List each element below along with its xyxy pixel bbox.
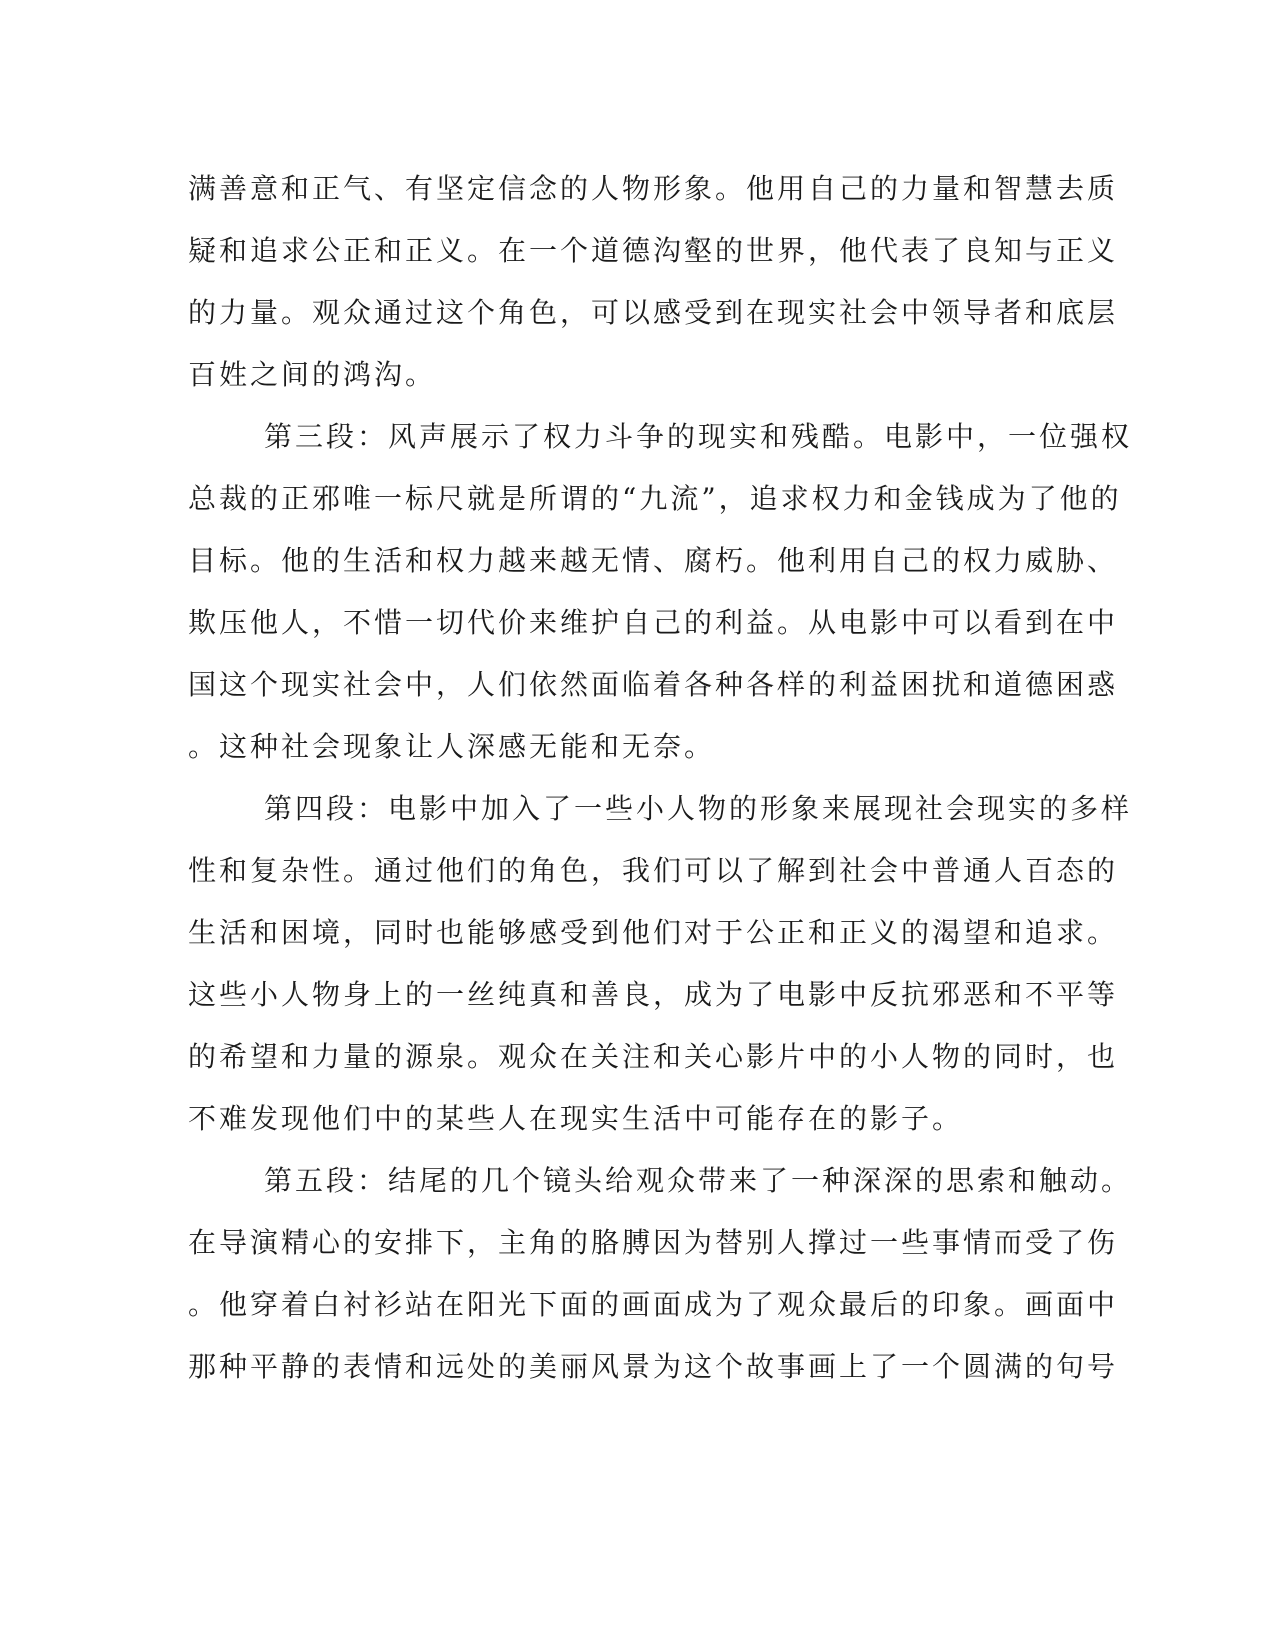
paragraph-start-line: 第五段：结尾的几个镜头给观众带来了一种深深的思索和触动。: [264, 1164, 1133, 1197]
text-line: 国这个现实社会中，人们依然面临着各种各样的利益困扰和道德困惑: [188, 668, 1119, 701]
text-line: 。这种社会现象让人深感无能和无奈。: [188, 730, 716, 763]
text-line: 总裁的正邪唯一标尺就是所谓的“九流”，追求权力和金钱成为了他的: [188, 482, 1122, 515]
text-line: 百姓之间的鸿沟。: [188, 358, 437, 391]
text-line: 不难发现他们中的某些人在现实生活中可能存在的影子。: [188, 1102, 964, 1135]
body-text: [188, 158, 1133, 1398]
text-line: 目标。他的生活和权力越来越无情、腐朽。他利用自己的权力威胁、: [188, 544, 1119, 577]
text-line: 的力量。观众通过这个角色，可以感受到在现实社会中领导者和底层: [188, 296, 1119, 329]
paragraph-start-line: 第三段：风声展示了权力斗争的现实和残酷。电影中，一位强权: [264, 420, 1133, 453]
text-line: 那种平静的表情和远处的美丽风景为这个故事画上了一个圆满的句号: [188, 1350, 1119, 1383]
text-line: 性和复杂性。通过他们的角色，我们可以了解到社会中普通人百态的: [188, 854, 1119, 887]
text-line: 这些小人物身上的一丝纯真和善良，成为了电影中反抗邪恶和不平等: [188, 978, 1119, 1011]
text-line: 欺压他人，不惜一切代价来维护自己的利益。从电影中可以看到在中: [188, 606, 1119, 639]
text-line: 疑和追求公正和正义。在一个道德沟壑的世界，他代表了良知与正义: [188, 234, 1119, 267]
text-line: 的希望和力量的源泉。观众在关注和关心影片中的小人物的同时，也: [188, 1040, 1119, 1073]
text-line: 满善意和正气、有坚定信念的人物形象。他用自己的力量和智慧去质: [188, 172, 1119, 205]
text-line: 生活和困境，同时也能够感受到他们对于公正和正义的渴望和追求。: [188, 916, 1119, 949]
paragraph-start-line: 第四段：电影中加入了一些小人物的形象来展现社会现实的多样: [264, 792, 1133, 825]
text-line: 在导演精心的安排下，主角的胳膊因为替别人撑过一些事情而受了伤: [188, 1226, 1119, 1259]
text-line: 。他穿着白衬衫站在阳光下面的画面成为了观众最后的印象。画面中: [188, 1288, 1119, 1321]
